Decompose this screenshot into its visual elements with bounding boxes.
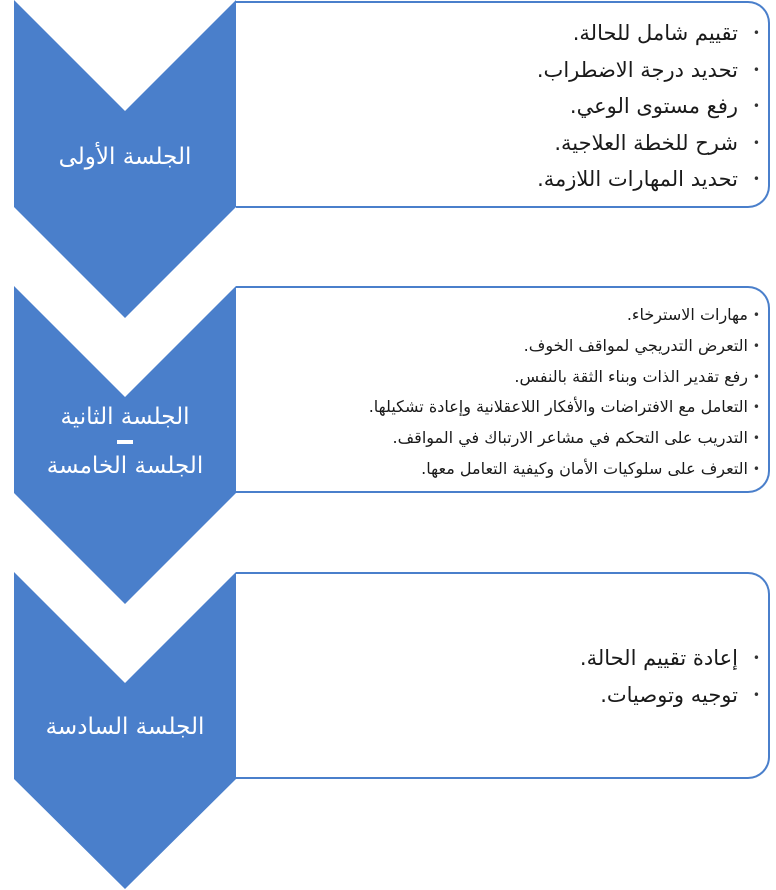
step-2-label: [14, 401, 236, 482]
list-item: • تحديد المهارات اللازمة.: [236, 161, 738, 198]
step-3-list: [236, 574, 768, 713]
step-2-list: [236, 288, 768, 485]
list-item: • رفع تقدير الذات وبناء الثقة بالنفس.: [236, 362, 748, 393]
range-dash: [117, 440, 133, 444]
list-item: • التعرض التدريجي لمواقف الخوف.: [236, 331, 748, 362]
step-1-title: الجلسة الأولى: [58, 144, 192, 170]
step-2-box: [236, 286, 770, 493]
step-1-list: [236, 3, 768, 198]
list-item: • شرح للخطة العلاجية.: [236, 125, 738, 162]
list-item: • تقييم شامل للحالة.: [236, 15, 738, 52]
step-2-title-top: الجلسة الثانية: [60, 404, 190, 430]
step-1-label: [14, 141, 236, 173]
list-item: • رفع مستوى الوعي.: [236, 88, 738, 125]
step-3-box: [236, 572, 770, 779]
list-item: • التدريب على التحكم في مشاعر الارتباك في المواقف.: [236, 423, 748, 454]
list-item: • تحديد درجة الاضطراب.: [236, 52, 738, 89]
list-item: • توجيه وتوصيات.: [236, 677, 738, 714]
step-2-title-bottom: الجلسة الخامسة: [46, 453, 204, 479]
list-item: • التعامل مع الافتراضات والأفكار اللاعقلانية وإعادة تشكيلها.: [236, 392, 748, 423]
list-item: • مهارات الاسترخاء.: [236, 300, 748, 331]
step-3-title: الجلسة السادسة: [45, 714, 205, 740]
list-item: • التعرف على سلوكيات الأمان وكيفية التعامل معها.: [236, 454, 748, 485]
list-item: • إعادة تقييم الحالة.: [236, 640, 738, 677]
step-1-box: [236, 1, 770, 208]
step-3-label: [14, 711, 236, 743]
